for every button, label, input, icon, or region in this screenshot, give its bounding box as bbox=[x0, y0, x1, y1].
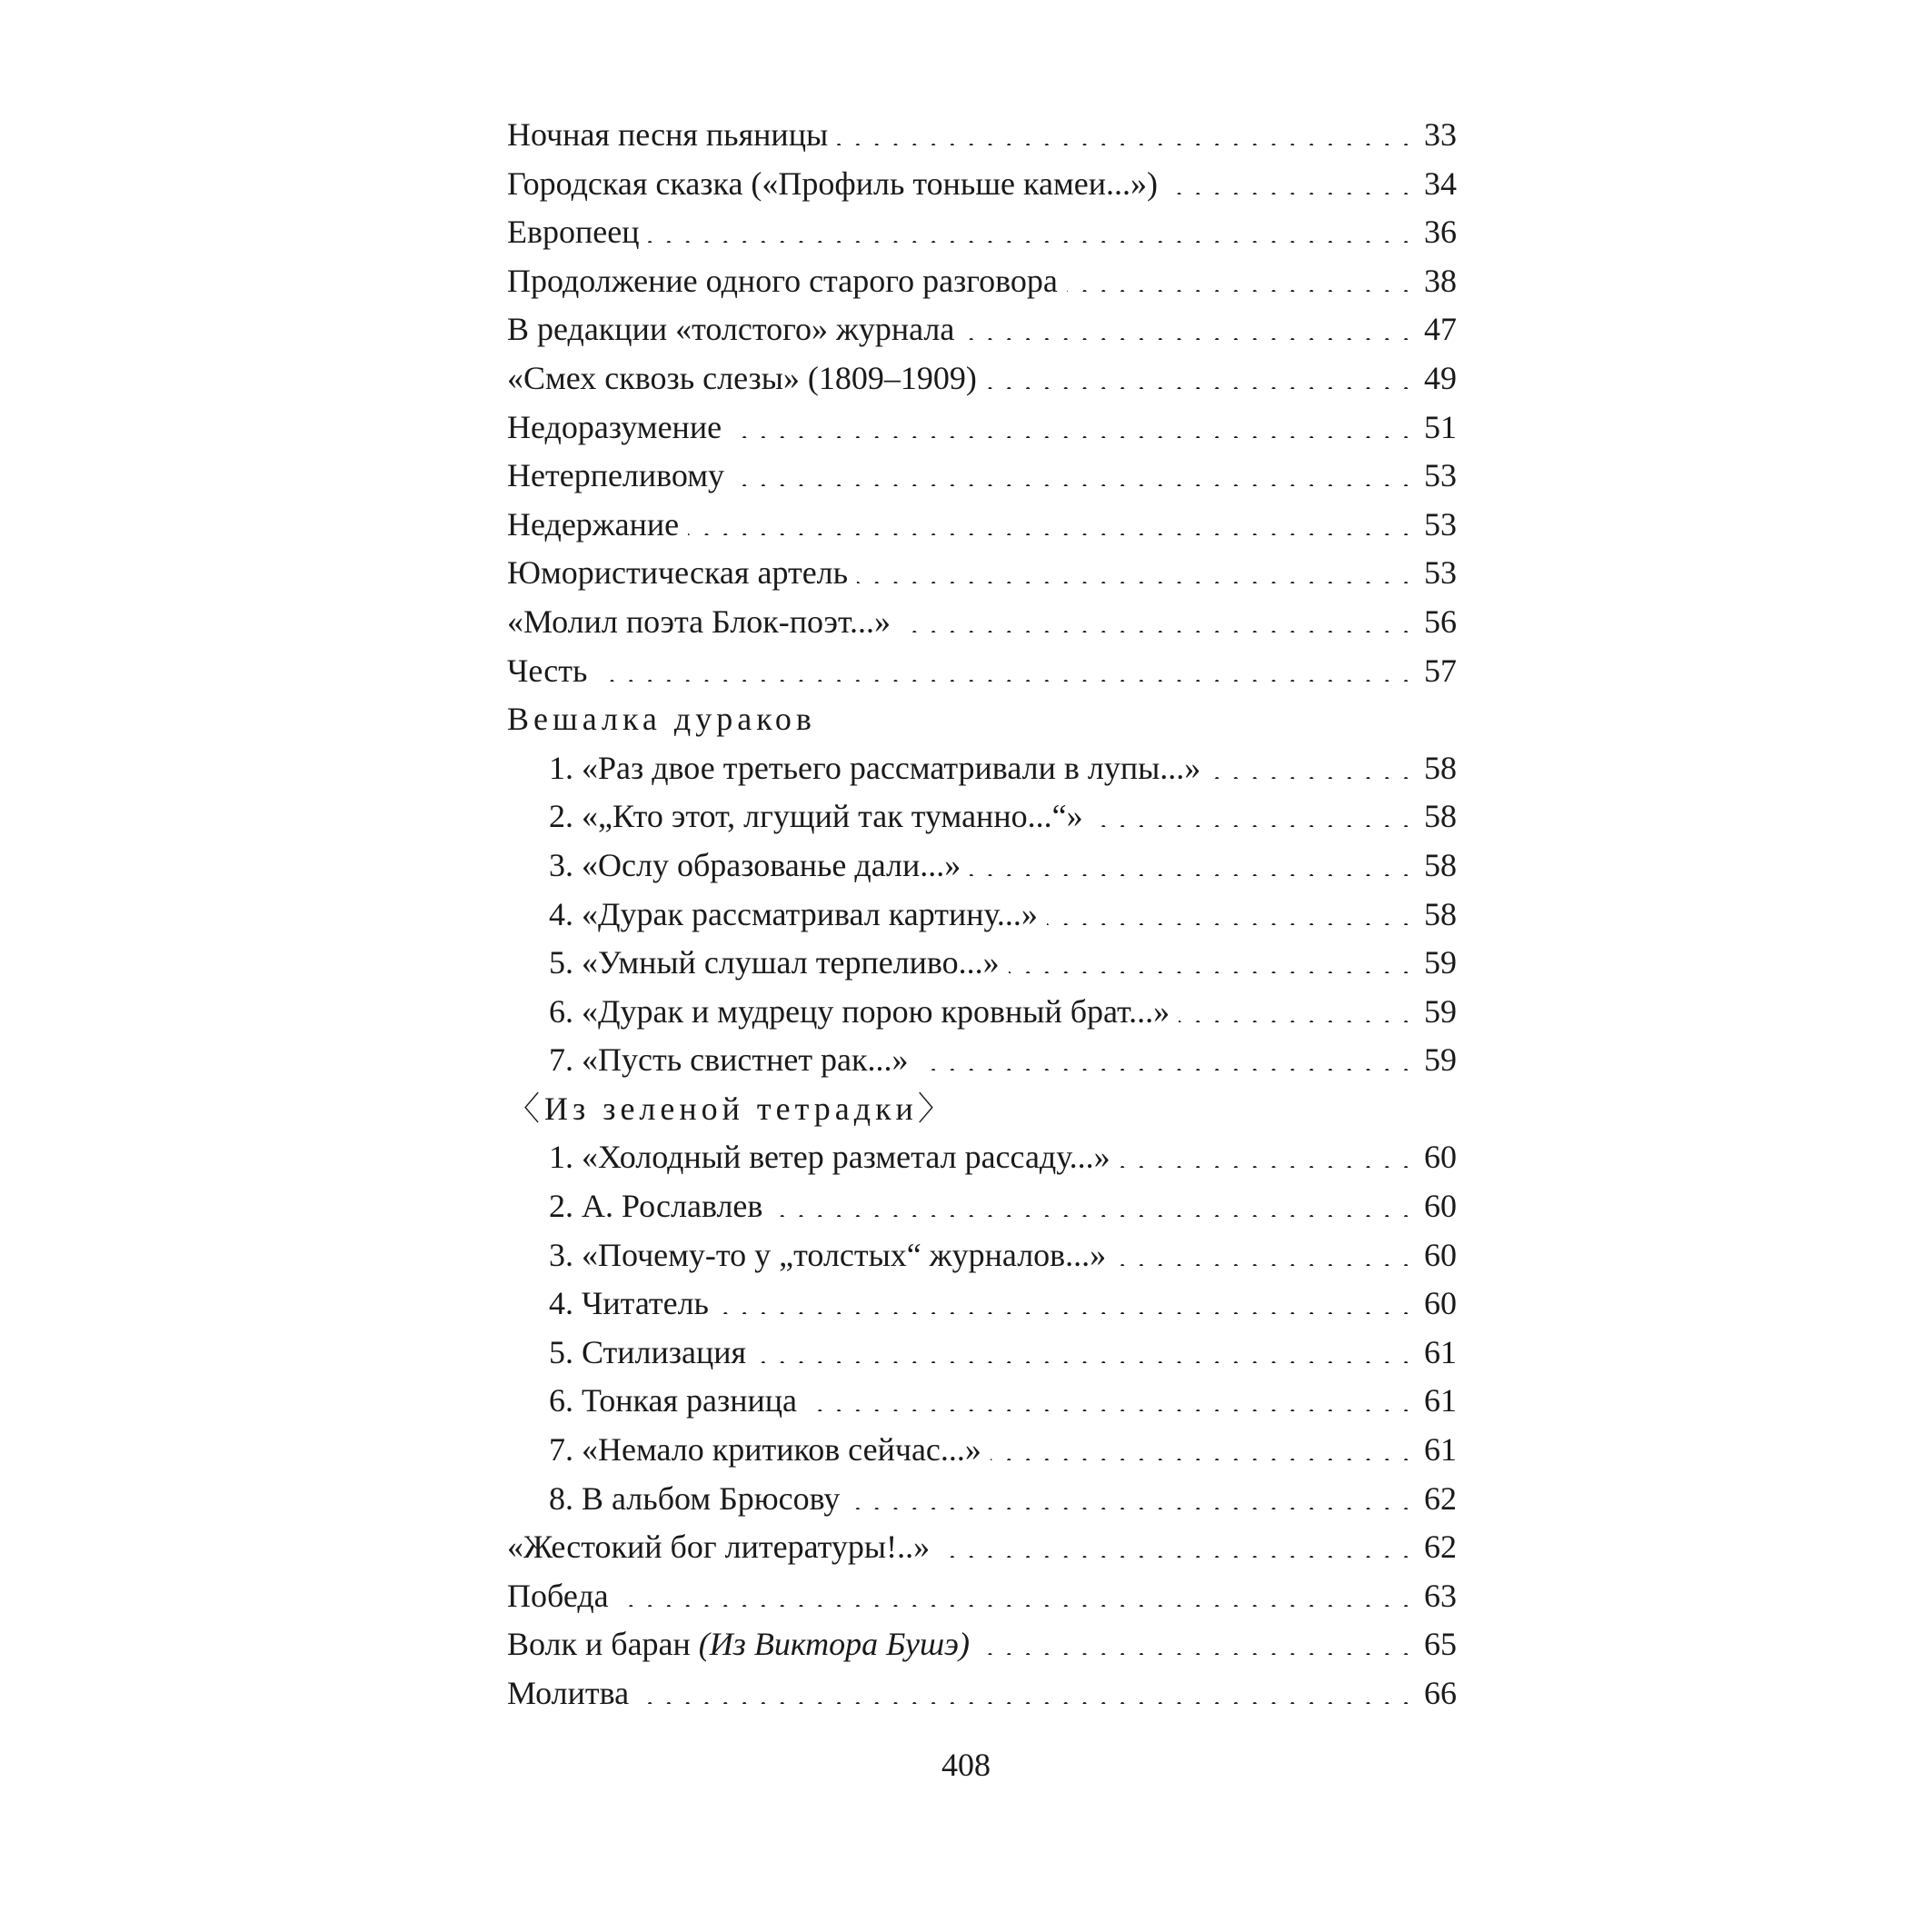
toc-subentry bbox=[507, 1036, 1457, 1085]
dot-leader bbox=[596, 663, 1411, 682]
toc-subentry bbox=[507, 1475, 1457, 1524]
toc-section-heading: Вешалка дураков bbox=[507, 701, 816, 738]
dot-leader bbox=[979, 1637, 1411, 1655]
toc-subentry bbox=[507, 842, 1457, 891]
dot-leader bbox=[1092, 809, 1411, 827]
toc-subentry bbox=[507, 1426, 1457, 1475]
toc-entry-page: 51 bbox=[1424, 408, 1457, 445]
toc-entry bbox=[507, 1669, 1457, 1718]
toc-entry-number: 2. bbox=[549, 1188, 573, 1225]
toc-entry-page: 58 bbox=[1424, 798, 1457, 835]
toc-entry-page: 59 bbox=[1424, 944, 1457, 981]
toc-entry-title: Недоразумение bbox=[507, 408, 722, 445]
toc-entry-title bbox=[549, 842, 961, 891]
dot-leader bbox=[986, 371, 1411, 389]
toc-entry-page: 61 bbox=[1424, 1382, 1457, 1419]
toc-entry-text: Волк и баран bbox=[507, 1626, 699, 1663]
dot-leader bbox=[970, 858, 1411, 876]
toc-entry-title bbox=[549, 891, 1038, 940]
toc-entry-text: Стилизация bbox=[582, 1333, 747, 1370]
dot-leader bbox=[806, 1393, 1411, 1411]
toc-entry-number: 4. bbox=[549, 1285, 573, 1322]
toc-entry bbox=[507, 1572, 1457, 1621]
toc-entry-title: «Смех сквозь слезы» (1809–1909) bbox=[507, 359, 977, 396]
toc-entry-title: Победа bbox=[507, 1577, 609, 1614]
toc-entry-page: 57 bbox=[1424, 652, 1457, 689]
toc-subentry bbox=[507, 744, 1457, 793]
toc-entry-text: «Умный слушал терпеливо...» bbox=[582, 944, 1000, 981]
toc-entry-title bbox=[549, 1377, 797, 1426]
toc-entry-page: 49 bbox=[1424, 359, 1457, 396]
toc-entry-number: 6. bbox=[549, 1382, 573, 1419]
toc-entry-number: 2. bbox=[549, 798, 573, 835]
toc-entry-page: 47 bbox=[1424, 311, 1457, 348]
dot-leader bbox=[1179, 1004, 1411, 1022]
page-number: 408 bbox=[941, 1747, 991, 1783]
toc-entry-page: 59 bbox=[1424, 992, 1457, 1030]
toc-entry-page: 53 bbox=[1424, 554, 1457, 592]
toc-subentry bbox=[507, 1182, 1457, 1231]
toc-entry-page: 36 bbox=[1424, 214, 1457, 251]
dot-leader bbox=[1167, 176, 1411, 194]
dot-leader bbox=[648, 224, 1411, 243]
toc-entry bbox=[507, 257, 1457, 306]
toc-entry-page: 61 bbox=[1424, 1333, 1457, 1370]
toc-entry-title bbox=[549, 1231, 1106, 1280]
dot-leader bbox=[849, 1491, 1411, 1509]
toc-entry-title bbox=[549, 792, 1083, 842]
toc-entry-page: 58 bbox=[1424, 846, 1457, 883]
toc-entry-page: 38 bbox=[1424, 262, 1457, 299]
toc-entry bbox=[507, 549, 1457, 598]
dot-leader bbox=[1047, 907, 1411, 925]
toc-entry-italic-note: (Из Виктора Бушэ) bbox=[698, 1626, 970, 1663]
toc-entry bbox=[507, 403, 1457, 453]
toc-entry-page: 60 bbox=[1424, 1236, 1457, 1273]
toc-entry bbox=[507, 305, 1457, 354]
toc-entry-page: 60 bbox=[1424, 1285, 1457, 1322]
toc-entry-page: 34 bbox=[1424, 164, 1457, 202]
dot-leader bbox=[939, 1539, 1411, 1558]
toc-entry-title bbox=[549, 744, 1200, 793]
toc-entry-text: «Немало критиков сейчас...» bbox=[582, 1431, 981, 1469]
dot-leader bbox=[857, 565, 1411, 583]
toc-entry-title: «Молил поэта Блок-поэт...» bbox=[507, 603, 891, 640]
toc-entry-text: «Пусть свистнет рак...» bbox=[582, 1041, 909, 1079]
toc-entry-title: Нетерпеливому bbox=[507, 457, 725, 494]
toc-subentry bbox=[507, 1133, 1457, 1182]
toc-subentry bbox=[507, 1231, 1457, 1280]
dot-leader bbox=[618, 1588, 1411, 1607]
toc-entry-page: 53 bbox=[1424, 457, 1457, 494]
toc-entry bbox=[507, 647, 1457, 696]
toc-entry-page: 60 bbox=[1424, 1188, 1457, 1225]
toc-entry-page: 66 bbox=[1424, 1675, 1457, 1711]
toc-subentry bbox=[507, 1329, 1457, 1378]
dot-leader bbox=[837, 127, 1411, 145]
toc-entry-title bbox=[549, 1426, 981, 1475]
toc-entry-title bbox=[507, 1620, 970, 1669]
toc-entry-title bbox=[549, 1475, 840, 1524]
toc-entry-title bbox=[549, 939, 1000, 988]
toc-entry-title: Городская сказка («Профиль тоньше камеи...») bbox=[507, 164, 1158, 202]
toc-entry-text: «Дурак рассматривал картину...» bbox=[582, 895, 1038, 932]
toc-entry-page: 59 bbox=[1424, 1041, 1457, 1079]
dot-leader bbox=[638, 1686, 1411, 1704]
toc-entry bbox=[507, 1523, 1457, 1572]
toc-entry-number: 7. bbox=[549, 1041, 573, 1079]
toc-subentry bbox=[507, 891, 1457, 940]
toc-entry bbox=[507, 160, 1457, 209]
toc-entry-text: «„Кто этот, лгущий так туманно...“» bbox=[582, 798, 1083, 835]
dot-leader bbox=[731, 420, 1411, 438]
toc-entry-page: 56 bbox=[1424, 603, 1457, 640]
toc-entry-title: Недержание bbox=[507, 505, 680, 543]
toc-entry-title: Европеец bbox=[507, 214, 640, 251]
toc-entry-title bbox=[549, 988, 1170, 1037]
dot-leader bbox=[718, 1296, 1411, 1314]
toc-entry-title: «Жестокий бог литературы!..» bbox=[507, 1529, 931, 1566]
toc-entry-title bbox=[549, 1329, 746, 1378]
toc-entry-page: 62 bbox=[1424, 1529, 1457, 1566]
toc-entry-number: 4. bbox=[549, 895, 573, 932]
toc-entry-page: 33 bbox=[1424, 116, 1457, 153]
toc-subentry bbox=[507, 792, 1457, 842]
toc-entry-number: 1. bbox=[549, 1139, 573, 1176]
toc-entry bbox=[507, 111, 1457, 160]
toc-entry bbox=[507, 208, 1457, 257]
toc-entry-title bbox=[549, 1182, 762, 1231]
toc-entry-title: Честь bbox=[507, 652, 588, 689]
toc-entry bbox=[507, 1620, 1457, 1669]
toc-entry-page: 60 bbox=[1424, 1139, 1457, 1176]
toc-entry-title: Юмористическая артель bbox=[507, 554, 849, 592]
toc-section-heading: 〈Из зеленой тетрадки〉 bbox=[507, 1090, 955, 1127]
toc-subentry bbox=[507, 1377, 1457, 1426]
toc-entry-page: 58 bbox=[1424, 749, 1457, 786]
toc-entry-number: 5. bbox=[549, 944, 573, 981]
table-of-contents bbox=[507, 111, 1457, 1718]
toc-entry-title: Продолжение одного старого разговора bbox=[507, 262, 1058, 299]
toc-entry-text: «Ослу образованье дали...» bbox=[582, 846, 961, 883]
toc-entry-number: 5. bbox=[549, 1333, 573, 1370]
dot-leader bbox=[991, 1442, 1411, 1460]
dot-leader bbox=[900, 614, 1411, 632]
toc-entry-text: В альбом Брюсову bbox=[582, 1479, 841, 1517]
dot-leader bbox=[918, 1052, 1411, 1071]
toc-entry-number: 1. bbox=[549, 749, 573, 786]
toc-entry-text: А. Рославлев bbox=[582, 1188, 763, 1225]
dot-leader bbox=[1009, 955, 1411, 973]
toc-entry-title bbox=[549, 1280, 709, 1329]
dot-leader bbox=[688, 517, 1411, 535]
toc-entry bbox=[507, 452, 1457, 501]
toc-entry-text: «Дурак и мудрецу порою кровный брат...» bbox=[582, 992, 1170, 1030]
toc-entry-number: 7. bbox=[549, 1431, 573, 1469]
dot-leader bbox=[1067, 274, 1411, 292]
toc-entry-number: 3. bbox=[549, 1236, 573, 1273]
toc-subentry bbox=[507, 988, 1457, 1037]
toc-entry-text: «Почему-то у „толстых“ журналов...» bbox=[582, 1236, 1107, 1273]
toc-entry-title: Ночная песня пьяницы bbox=[507, 116, 829, 153]
toc-entry-title bbox=[549, 1036, 909, 1085]
dot-leader bbox=[733, 468, 1411, 486]
toc-entry-text: «Раз двое третьего рассматривали в лупы...» bbox=[582, 749, 1201, 786]
toc-entry bbox=[507, 501, 1457, 550]
toc-subentry bbox=[507, 939, 1457, 988]
toc-entry-title: В редакции «толстого» журнала bbox=[507, 311, 955, 348]
dot-leader bbox=[1210, 761, 1411, 779]
toc-entry-page: 53 bbox=[1424, 505, 1457, 543]
toc-entry-text: «Холодный ветер разметал рассаду...» bbox=[582, 1139, 1110, 1176]
toc-subentry bbox=[507, 1280, 1457, 1329]
dot-leader bbox=[1115, 1248, 1411, 1266]
toc-entry bbox=[507, 598, 1457, 647]
toc-entry-page: 65 bbox=[1424, 1626, 1457, 1663]
toc-entry-number: 3. bbox=[549, 846, 573, 883]
toc-entry-page: 62 bbox=[1424, 1479, 1457, 1517]
toc-entry bbox=[507, 354, 1457, 403]
toc-entry-number: 8. bbox=[549, 1479, 573, 1517]
toc-entry-page: 63 bbox=[1424, 1577, 1457, 1614]
toc-entry-title bbox=[549, 1133, 1110, 1182]
toc-entry-page: 61 bbox=[1424, 1431, 1457, 1469]
toc-entry-number: 6. bbox=[549, 992, 573, 1030]
dot-leader bbox=[755, 1345, 1411, 1363]
dot-leader bbox=[1120, 1150, 1411, 1168]
toc-entry-page: 58 bbox=[1424, 895, 1457, 932]
toc-entry-text: Тонкая разница bbox=[582, 1382, 798, 1419]
dot-leader bbox=[963, 322, 1411, 340]
toc-entry-title: Молитва bbox=[507, 1675, 630, 1711]
toc-entry-text: Читатель bbox=[582, 1285, 709, 1322]
dot-leader bbox=[772, 1199, 1411, 1217]
